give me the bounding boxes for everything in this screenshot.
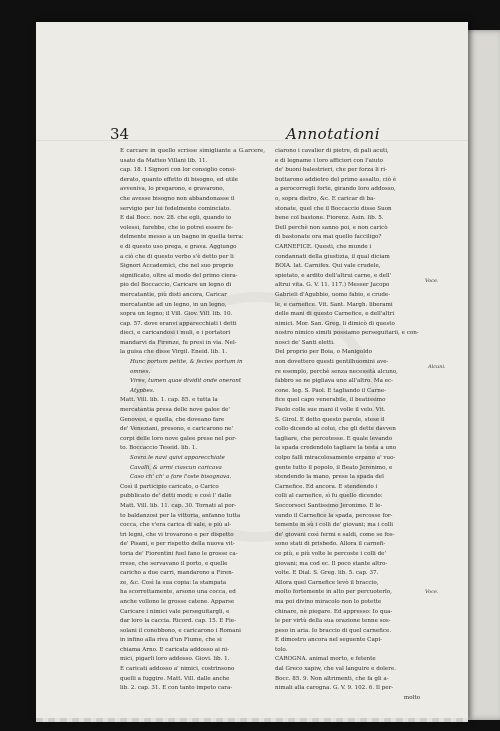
text-line: Signori Accademici, che nel suo proprio [120,263,234,270]
entry-line: dal Greco xapiw, che val languire e dolere. [275,666,396,673]
page-number: 34 [110,125,130,143]
text-line: mercatantia presa delle nove galee de' [120,407,230,414]
entry-line: nostro nimico simiti possiamo perseguitarii, e con- [275,330,419,337]
text-line: bene col bastone. Fiorenz. Asin. lib. 5. [275,215,384,222]
text-line: to. Boccaccio Teseid. lib. 1. [120,445,198,452]
text-line: Matt. Vill. lib. 11. cap. 30. Tornati al por- [120,502,237,509]
text-line: mercatantie ad un legno, in un legno, [120,301,227,308]
entry-line: condannati della giustizia, il qual diciam [275,253,390,260]
quote-line: Caso ch' ch' a fare l'oste bisognava. [130,474,232,481]
text-line: mandarvi da Firenze, fu presi in via. Nel- [120,339,237,346]
text-line: buttarono addietro del primo assalto, ciò è [275,176,397,183]
entry-line: nosci de' Santi eletti. [275,339,335,346]
text-line: sono stati di prisbedo. Allora il carnefi- [275,541,386,548]
text-line: la spada credendolo tagliare la testa a uno [275,445,397,452]
text-line: fice quel capo venerabile, il beatissimo [275,397,386,404]
text-line: le per virtù della sua orazione tenne sos- [275,618,391,625]
entry-line: CAROGNA. animal morto, e fetente [275,656,376,663]
margin-note: Voce. [425,589,439,595]
text-line: tagliare, che percotesse. E quale levando [275,435,393,442]
text-line: ma poi divino miracolo non lo potette [275,598,382,605]
text-line: che avesse bisogno non abbandonasse il [120,195,235,202]
text-line: la guisa che disse Virgil. Eneid. lib. 1. [120,349,227,356]
text-line: cap. 57. dove eranvi apparecchiati i detti [120,320,237,327]
text-line: peso in aria. Io braccio di quel carnefice. [275,627,392,634]
text-line: tolo. [275,646,288,653]
text-line: S. Girol. E detto questo parole, stese il [275,416,385,423]
text-line: ha scorrettamente, arsono una cocca, ed [120,589,236,596]
text-line: corpi delle loro nove galee prese nel por- [120,435,237,442]
text-line: lib. 2. cap. 31. E con tanto impeto cara- [120,685,233,692]
left-column [120,147,265,694]
text-line: giovani; ma cod ec. Il poco stante altro- [275,560,388,567]
entry-line: altrui vita. G. V. 11. 117.) Messer Jacopo [275,282,390,289]
text-line: mici, pigarli loro addosso. Giovi. lib. 1. [120,656,230,663]
text-line: ciarono i cavalier di pietre, di pali acuti, [275,148,389,154]
text-line: quelli a fuggire. Matt. Vill. dalle anche [120,675,230,682]
text-line: sopra un legno; il Vill. Giov. Vill. lib. 10. [120,311,233,318]
text-line: a perocorregli forte, girando loro addosso, [275,186,396,193]
text-line: fabbro se ne pigliava uno all'altro. Ma ec- [275,378,394,385]
entry-line: Gabrieli d'Agubbio, uomo fabio, e crude- [275,291,391,298]
text-line: servigio per lui fedelmente cominciato. [120,205,231,212]
quote-line: Hunc portum petite, & fecies portum in [130,359,243,366]
text-line: dieci, e caricandosi i muli, e i portatori [120,330,231,337]
running-title: Annotationi [286,125,380,143]
text-line: colpo fallì miracolosamente erpano a' vuo- [275,455,396,461]
text-line: stendendo la mano, prese la spada del [275,474,384,481]
text-line: de' Pisani, e per rispetto della nuova vit- [120,541,235,548]
text-line: mercatantie, più disti ancora, Caricar [120,291,227,298]
text-line: temente in sù i colli de' giovani; ma i colli [275,522,394,529]
text-line: di bastonate ora mai quello facciligo? [275,234,382,241]
text-line: Così il participio caricato, o Carico [120,483,219,490]
entry-line: nimici. Mor. San. Greg. li dimicò di questo [275,320,395,327]
text-line: collo dicendo al colui, che gli dette davven [275,426,396,433]
text-line: a ciò che di questo verbo s'è detto per li [120,253,234,260]
quote-line: omnes. [130,368,151,375]
text-line: Paolo colle sue mani il volle il velo. Vit. [275,407,386,414]
text-line: E carcare in quello scrisse simigliante a G.arcere, usato da Matteo Villani lib. 11. [120,148,265,164]
text-line: Caricare i nimici vale perseguitargli, e [120,608,230,615]
text-line: colli al carnefice, sì fu quello dicendo: [275,493,383,500]
entry-line: CARNEFICE. Questi, che munde i [275,243,372,250]
text-line: non dovettero questi gentilhuomini ave- [275,359,389,366]
text-line: ce più, e più volte le percoste i colli de' [275,550,387,557]
text-line: pio del Boccaccio, Caricare un legno di [120,282,232,289]
text-line: E dal Bocc. nov. 28. che egli, quando io [120,215,232,222]
text-line: Dell perchè non sanno poi, e non caricò [275,224,388,231]
text-line: tri legni, che vi trovarono e per dispetto [120,531,234,538]
margin-note: Alcuni. [428,364,446,370]
quote-line: Atypbes. [130,387,155,394]
text-line: Genovesi, e quella, che doveano fare [120,416,225,423]
entry-line: Bocc. 85. 9. Non altrimenti, che fa gli a- [275,675,389,682]
entry-line: BOIA. lat. Carnifex. Qui vale crudele, [275,263,381,270]
text-line: to baldanzosi per la vittoria, anfanno tutta [120,512,241,519]
text-line: stonate, quel che il Boccaccio disse Suon [275,205,392,212]
catchword: molto [403,694,420,701]
text-line: gente tutto il popolo, il Beato Jeronimo, e [275,464,393,471]
text-line: avveniva, lo pregarono, e gravarono, [120,186,225,193]
text-line: solani il conobbono, e caricarono i Romani [120,627,241,634]
text-line: volessi, farebbe, che io potrei essere fe- [120,224,234,231]
text-line: significato, oltre al modo del primo ciera- [120,272,238,279]
text-line: e di questo uso prega, e grava. Aggiungo [120,243,237,250]
text-line: vando il Carnefice la spada, percosse for- [275,512,393,519]
text-line: derato, quanto effetto di bisogno, ed utile [120,176,239,183]
quote-line: Cavalli, & armi ciascun caricava [130,464,222,471]
text-line: molto fortemente in alto per percuoterlo, [275,589,392,596]
text-line: Del proprio per Boia, o Manigoldo [275,349,372,356]
text-line: de' buoni balestrieri, che per forza li ri- [275,167,387,174]
text-line: chinare, nè piegare. Ed appresso: Io qua- [275,608,393,615]
entry-line: spietato, e ardito dell'altrui carne, e dell' [275,272,392,279]
text-line: de' Veneziani, presono, e caricarono ne' [120,426,234,433]
text-line: volte. E Dial. S. Greg. lib. 5. cap. 37. [275,570,379,577]
text-line: e di legname i loro afficiori con l'aiuto [275,157,383,164]
text-line: in infino alla riva d'un Fiume, che si [120,637,222,644]
quote-line: Vires, tumen quae dividit onde onerant [130,378,242,385]
text-line: dar loro la caccia. Ricord. cap. 15. E Fie- [120,618,236,625]
text-line: pubblicato de' detti modi; e così l' dalle [120,493,232,500]
text-line: E dimostro ancora nel seguente Capi- [275,637,383,644]
torn-page-edge [36,718,468,722]
text-line: de' giovani così fermi e saldi, come se fos- [275,531,395,538]
entry-line: nimali alla carogna. G. V. 9. 102. 6. Il per- [275,685,394,692]
right-column [275,147,420,703]
text-line: E caricati addosso a' nimici, costrinsono [120,666,235,673]
text-line: rrese, che servavano il porto, e quelle [120,560,228,567]
text-line: anche vollono le grosse catene. Apparse [120,598,235,605]
text-line: cone. Ieg. S. Paol. E tagliando il Carne- [275,387,387,394]
text-line: delmente messo a un bagno in quella terra: [120,234,244,241]
text-line: Matt. Vill. lib. 1. cap. 85. e tutta la [120,397,218,404]
entry-line: delle mani di questo Carnefice, e dell'altri [275,311,395,318]
text-line: o, sopra dietro, &c. E caricar di ba- [275,195,376,202]
quote-line: Sovra le navi quivi apparecchiate [130,455,225,461]
text-line: Carnefice. Ed ancora. E stendendo i [275,483,378,490]
text-line: caricho a due carri, mandarono a Firen- [120,570,234,577]
text-line: cap. 18. I Signori con lor consiglio consi- [120,167,236,174]
page-header [110,125,410,145]
text-line: cocca, che v'era carica di sale, e più al- [120,522,232,529]
margin-note: Voce. [425,278,439,284]
text-line: toria de' Fiorentini fuel fano le grosse ca- [120,550,238,557]
text-line: Soccorsoci Santissimo Jeronimo. E le- [275,502,383,509]
entry-line: le, e carnefice. Vit. Sant. Margh. liberami [275,301,393,308]
text-line: Allora quel Carnefice levò il braccio, [275,579,379,586]
text-line: re esemplo, perchè senza necessità alcuno, [275,368,398,375]
text-line: ze, &c. Così la sua copia: la stampata [120,579,227,586]
text-line: chiama Arno. E caricata addosso ai ni- [120,646,229,653]
